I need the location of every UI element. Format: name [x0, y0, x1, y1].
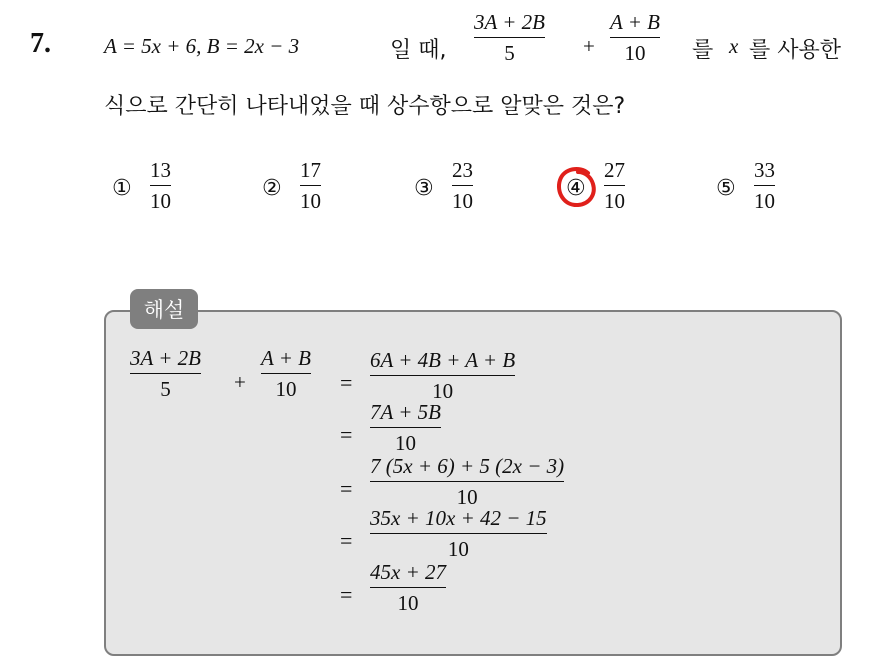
fraction-numerator: 35x + 10x + 42 − 15 [370, 506, 547, 530]
question-fraction-1 [474, 12, 545, 64]
choice-marker[interactable]: ③ [414, 176, 434, 201]
question-text-1: 를 [692, 38, 714, 63]
fraction-bar [370, 481, 564, 482]
selected-answer-circle-mark [554, 164, 600, 210]
fraction-bar [754, 185, 775, 186]
fraction-denominator: 10 [447, 537, 469, 562]
plus-sign: + [583, 34, 595, 58]
fraction-denominator: 10 [275, 377, 297, 402]
variable-x: x [729, 34, 739, 58]
solution-tag: 해설 [130, 289, 198, 329]
fraction-numerator: 13 [150, 158, 171, 182]
fraction-numerator: 7A + 5B [370, 400, 441, 424]
solution-step-fraction [370, 402, 441, 454]
question-number: 7. [30, 28, 51, 59]
fraction-bar [150, 185, 171, 186]
fraction-bar [370, 587, 446, 588]
choice-fraction[interactable] [150, 160, 171, 212]
choice-marker[interactable]: ⑤ [716, 176, 736, 201]
fraction-numerator: 7 (5x + 6) + 5 (2x − 3) [370, 454, 565, 478]
choice-fraction[interactable] [300, 160, 321, 212]
question-line-2: 식으로 간단히 나타내었을 때 상수항으로 알맞은 것은? [104, 94, 626, 119]
solution-lhs-fraction-1 [130, 348, 201, 400]
fraction-denominator: 10 [300, 189, 321, 214]
fraction-bar [261, 373, 311, 374]
fraction-numerator: 23 [452, 158, 473, 182]
equals-sign: = [340, 476, 353, 501]
fraction-bar [370, 375, 515, 376]
condition-text: 일 때, [390, 38, 447, 63]
fraction-numerator: A + B [261, 346, 311, 370]
fraction-bar [452, 185, 473, 186]
solution-lhs-fraction-2 [261, 348, 311, 400]
fraction-denominator: 10 [754, 189, 775, 214]
choice-marker[interactable]: ① [112, 176, 132, 201]
fraction-bar [130, 373, 201, 374]
equals-sign: = [340, 582, 353, 607]
fraction-denominator: 10 [604, 189, 625, 214]
variable-definitions: A = 5x + 6, B = 2x − 3 [104, 34, 300, 58]
fraction-denominator: 10 [394, 431, 416, 456]
choice-fraction[interactable] [452, 160, 473, 212]
equals-sign: = [340, 370, 353, 395]
fraction-bar [604, 185, 625, 186]
fraction-numerator: A + B [610, 10, 660, 34]
question-line-1 [104, 34, 299, 59]
fraction-numerator: 6A + 4B + A + B [370, 348, 516, 372]
fraction-bar [300, 185, 321, 186]
equals-sign: = [340, 528, 353, 553]
choice-fraction[interactable] [604, 160, 625, 212]
fraction-numerator: 3A + 2B [474, 10, 545, 34]
fraction-denominator: 10 [397, 591, 419, 616]
question-fraction-2 [610, 12, 660, 64]
fraction-denominator: 10 [624, 41, 646, 66]
fraction-denominator: 10 [452, 189, 473, 214]
choice-marker[interactable]: ④ [566, 176, 586, 201]
choice-marker[interactable]: ② [262, 176, 282, 201]
fraction-numerator: 17 [300, 158, 321, 182]
fraction-numerator: 45x + 27 [370, 560, 446, 584]
fraction-denominator: 10 [456, 485, 478, 510]
fraction-numerator: 33 [754, 158, 775, 182]
question-text-2: 를 사용한 [749, 38, 842, 63]
fraction-denominator: 10 [432, 379, 454, 404]
fraction-denominator: 5 [504, 41, 515, 66]
fraction-denominator: 5 [160, 377, 171, 402]
equals-sign: = [340, 422, 353, 447]
solution-step-fraction [370, 456, 564, 508]
choice-fraction[interactable] [754, 160, 775, 212]
fraction-bar [474, 37, 545, 38]
plus-sign: + [234, 370, 246, 394]
fraction-numerator: 27 [604, 158, 625, 182]
solution-step-fraction [370, 350, 515, 402]
fraction-denominator: 10 [150, 189, 171, 214]
fraction-numerator: 3A + 2B [130, 346, 201, 370]
solution-step-fraction [370, 508, 547, 560]
fraction-bar [610, 37, 660, 38]
fraction-bar [370, 533, 547, 534]
solution-step-fraction [370, 562, 446, 614]
fraction-bar [370, 427, 441, 428]
